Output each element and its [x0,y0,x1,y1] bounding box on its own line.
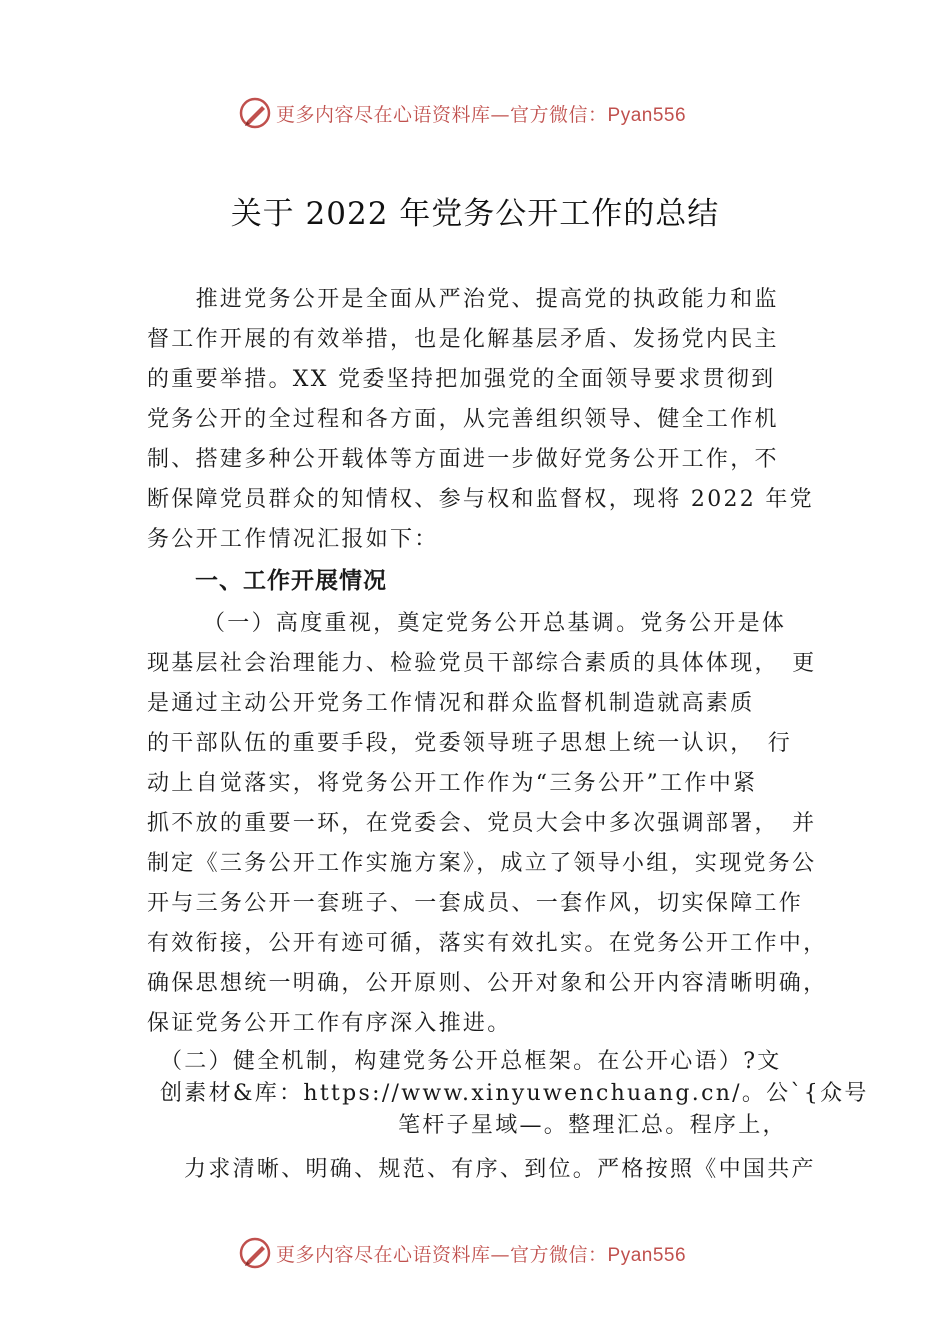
watermark-wechat-label: 官方微信： [510,103,608,126]
watermark-dash: — [490,103,511,126]
text-line: 动上自觉落实，将党务公开工作作为“三务公开”工作中紧 [147,771,758,796]
text-line: 是通过主动公开党务工作情况和群众监督机制造就高素质 [147,691,755,716]
text-line: 制、搭建多种公开载体等方面进一步做好党务公开工作，不 [147,447,779,472]
header-watermark [238,96,686,130]
watermark-wechat-id: Pyan556 [607,104,687,126]
footer-watermark [238,1236,686,1270]
text-line: 现基层社会治理能力、检验党员干部综合素质的具体体现， 更 [147,651,817,676]
text-line: 力求清晰、明确、规范、有序、到位。严格按照《中国共产 [184,1157,816,1182]
watermark-brand: 更多内容尽在心语资料库 [276,1243,491,1266]
section-heading: 一、工作开展情况 [195,568,387,594]
text-line: 断保障党员群众的知情权、参与权和监督权，现将 2022 年党 [147,487,814,512]
text-line: 保证党务公开工作有序深入推进。 [147,1011,512,1036]
pen-logo-icon [238,96,272,130]
text-line: 创素材&库：https://www.xinyuwenchuang.cn/。公`{众号 [160,1081,869,1106]
intro-paragraph [147,280,837,560]
text-line: 务公开工作情况汇报如下： [147,527,439,552]
watermark-text [276,100,686,127]
watermark-text [276,1240,686,1267]
text-line: 制定《三务公开工作实施方案》，成立了领导小组，实现党务公 [147,851,817,876]
pen-logo-icon [238,1236,272,1270]
text-line: 的干部队伍的重要手段，党委领导班子思想上统一认识， 行 [147,731,793,756]
text-line: （一）高度重视，奠定党务公开总基调。党务公开是体 [203,611,787,636]
watermark-dash: — [490,1243,511,1266]
text-line: 党务公开的全过程和各方面，从完善组织领导、健全工作机 [147,407,779,432]
text-line: 督工作开展的有效举措，也是化解基层矛盾、发扬党内民主 [147,327,779,352]
text-line: 笔杆子星域—。整理汇总。程序上， [398,1113,787,1138]
text-line: （二）健全机制，构建党务公开总框架。在公开心语）?文 [160,1049,782,1074]
document-title: 关于 2022 年党务公开工作的总结 [230,196,720,232]
text-line: 推进党务公开是全面从严治党、提高党的执政能力和监 [147,287,779,312]
section-1-paragraph [147,604,837,1044]
watermark-brand: 更多内容尽在心语资料库 [276,103,491,126]
watermark-wechat-id: Pyan556 [607,1244,687,1266]
text-line: 开与三务公开一套班子、一套成员、一套作风，切实保障工作 [147,891,804,916]
text-line: 抓不放的重要一环，在党委会、党员大会中多次强调部署， 并 [147,811,817,836]
text-line: 确保思想统一明确，公开原则、公开对象和公开内容清晰明确， [147,971,828,996]
watermark-wechat-label: 官方微信： [510,1243,608,1266]
text-line: 有效衔接，公开有迹可循，落实有效扎实。在党务公开工作中， [147,931,828,956]
text-line: 的重要举措。XX 党委坚持把加强党的全面领导要求贯彻到 [147,367,776,392]
